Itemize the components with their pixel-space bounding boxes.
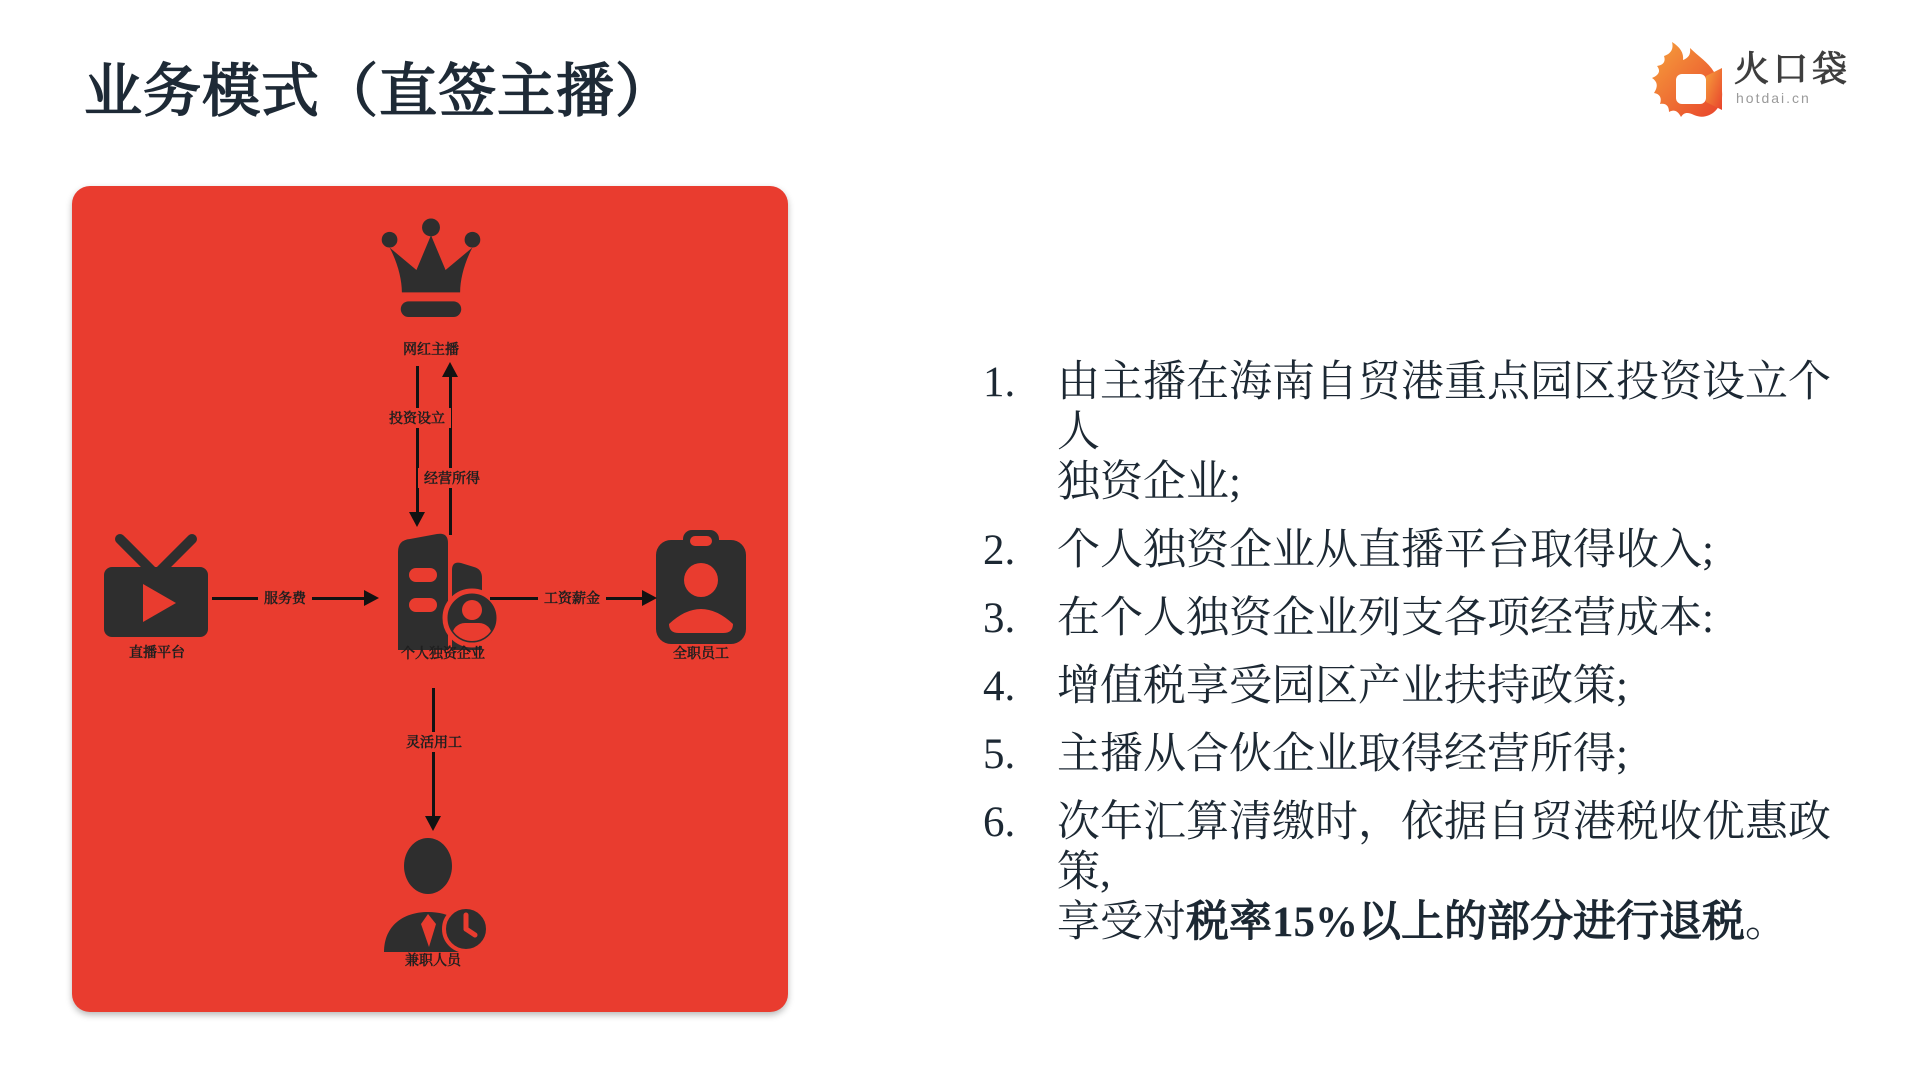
invest-arrowhead (409, 512, 425, 527)
list-item (983, 594, 1853, 644)
brand-logo (1650, 38, 1851, 135)
edge-label-income: 经营所得 (418, 468, 486, 488)
node-label-anchor: 网红主播 (403, 341, 459, 357)
bullet-list (983, 358, 1853, 966)
logo-text (1734, 52, 1851, 106)
list-item-number: 2. (983, 527, 1016, 574)
node-label-company: 个人独资企业 (401, 645, 485, 661)
list-item-text (1057, 798, 1853, 948)
logo-brand-name: 火口袋 (1734, 50, 1852, 89)
edge-label-salary: 工资薪金 (538, 588, 606, 608)
edge-label-invest: 投资设立 (383, 408, 451, 428)
list-item-segment: 。 (1745, 899, 1788, 946)
node-label-parttime: 兼职人员 (405, 952, 461, 968)
flexible-arrowhead (425, 816, 441, 831)
list-item-number: 5. (983, 731, 1016, 778)
list-item-text: 在个人独资企业列支各项经营成本: (1057, 595, 1714, 642)
business-model-diagram (72, 186, 788, 1012)
income-arrow-line (449, 376, 452, 535)
list-item-number: 3. (983, 595, 1016, 642)
list-item-line: 次年汇算清缴时，依据自贸港税收优惠政策, (1057, 799, 1831, 896)
list-item-number: 1. (983, 359, 1016, 406)
salary-arrowhead (642, 590, 657, 606)
income-arrowhead (442, 362, 458, 377)
list-item (983, 526, 1853, 576)
list-item-text (1057, 358, 1853, 508)
node-label-platform: 直播平台 (129, 644, 185, 660)
page-title: 业务模式（直签主播） (84, 59, 675, 124)
list-item-text: 主播从合伙企业取得经营所得; (1057, 731, 1628, 778)
id-badge-icon (656, 530, 746, 649)
edge-label-flexible: 灵活用工 (400, 732, 468, 752)
list-item-line (1057, 898, 1853, 948)
list-item-text: 个人独资企业从直播平台取得收入; (1057, 527, 1714, 574)
tv-icon (102, 531, 210, 644)
list-item (983, 662, 1853, 712)
list-item-number: 4. (983, 663, 1016, 710)
person-clock-icon (378, 834, 490, 957)
service-fee-arrowhead (364, 590, 379, 606)
list-item-line: 由主播在海南自贸港重点园区投资设立个人 (1057, 359, 1831, 456)
list-item-highlight: 税率15%以上的部分进行退税 (1186, 899, 1745, 946)
list-item-line: 独资企业; (1057, 459, 1241, 506)
logo-domain: hotdai.cn (1736, 90, 1811, 106)
list-item (983, 730, 1853, 780)
list-item-number: 6. (983, 799, 1016, 846)
list-item-segment: 享受对 (1057, 899, 1186, 946)
flexible-arrow-line (432, 688, 435, 816)
edge-label-service-fee: 服务费 (258, 588, 312, 608)
list-item-text: 增值税享受园区产业扶持政策; (1057, 663, 1628, 710)
list-item (983, 798, 1853, 948)
flame-logo-icon (1650, 38, 1730, 135)
node-label-fulltime: 全职员工 (673, 645, 729, 661)
list-item (983, 358, 1853, 508)
building-icon (388, 526, 500, 655)
invest-arrow-line (416, 366, 419, 512)
crown-icon (375, 216, 487, 339)
